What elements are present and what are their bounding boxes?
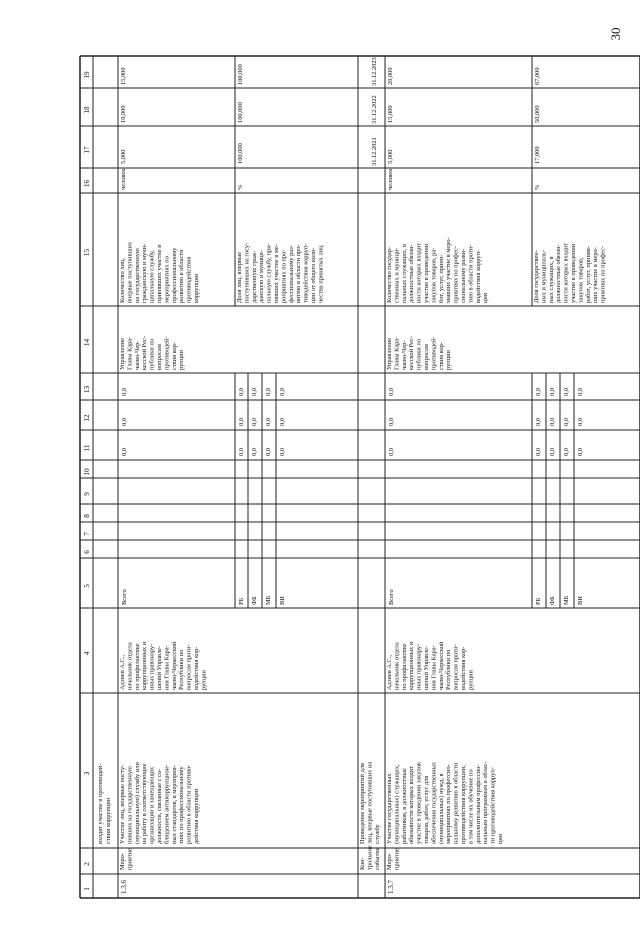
control-title: службу — [373, 824, 381, 844]
row-executor: кесской Рес- — [408, 335, 416, 370]
row-responsible: иных правонару- — [148, 643, 156, 690]
row-title: обеспечения государственных — [430, 761, 438, 844]
indicator-value: 100,000 — [237, 143, 244, 164]
column-number: 11 — [83, 444, 91, 452]
fin-label: Всего — [388, 589, 395, 605]
fin-value: 0,0 — [238, 418, 245, 426]
fin-value: 0,0 — [251, 388, 258, 396]
column-number: 8 — [83, 514, 91, 518]
row-responsible: коррупционных и — [141, 641, 149, 690]
column-number: 6 — [83, 550, 91, 554]
indicator-text: приятиях по профес- — [452, 245, 460, 303]
row-responsible: чаево-Черкесской — [437, 641, 445, 690]
row-id: 1.3.7 — [387, 880, 395, 894]
row-responsible: ния Главы Кара- — [430, 645, 438, 690]
row-responsible: Адзиев А.С., — [119, 654, 126, 690]
indicator-value: 15,000 — [387, 105, 394, 123]
row-title: пивших на государственную — [126, 766, 134, 844]
fin-value: 0,0 — [279, 448, 286, 456]
fin-value: 0,0 — [251, 448, 258, 456]
fin-label: МБ — [563, 595, 570, 605]
row-responsible: по профилактике — [400, 643, 408, 690]
indicator-text: пальных служащих, в — [400, 243, 408, 303]
row-title: Участие государственных — [386, 773, 393, 844]
fin-label: Всего — [121, 589, 128, 605]
control-type: трольное — [366, 845, 374, 870]
row-executor: Управление — [119, 337, 126, 370]
row-executor: Главы Кара- — [393, 336, 401, 370]
row-executor: противодей- — [430, 336, 438, 370]
fin-value: 0,0 — [577, 448, 584, 456]
row-executor: чаево-Чер- — [133, 340, 141, 370]
row-type: Меро- — [119, 853, 126, 870]
column-number: 4 — [83, 651, 91, 656]
carry-over-text: входят участие в противодей- — [97, 763, 104, 844]
row-title: мероприятиях по профессио- — [445, 764, 453, 844]
column-number: 2 — [83, 862, 91, 866]
indicator-text: роприятиях по про- — [280, 249, 288, 303]
fin-label: ФБ — [251, 596, 258, 605]
row-responsible: Республики по — [178, 649, 186, 690]
row-title: должности, связанные с со- — [156, 768, 163, 844]
row-title: участие в проведении закупок — [415, 761, 423, 844]
indicator-value: 50,000 — [534, 105, 541, 123]
indicator-text: ции от общего коли- — [310, 247, 317, 303]
indicator-text: участие в проведении — [570, 243, 577, 303]
indicator-text: впервые поступивших — [126, 241, 134, 303]
column-number: 12 — [83, 414, 91, 422]
indicator-text: на государственную — [133, 248, 141, 303]
indicator-text: сиональному разви- — [460, 248, 467, 303]
indicator-unit: % — [534, 184, 541, 190]
fin-value: 0,0 — [251, 418, 258, 426]
row-responsible: рупции — [467, 670, 475, 690]
row-executor: публики по — [415, 339, 423, 370]
column-number: 15 — [83, 248, 91, 257]
row-title: товаров, работ, услуг для — [423, 775, 430, 844]
indicator-value: 15,000 — [120, 67, 127, 85]
fin-value: 0,0 — [238, 448, 245, 456]
fin-value: 0,0 — [121, 448, 128, 456]
row-executor: кесской Рес- — [141, 335, 149, 370]
row-executor: ствия кор- — [170, 342, 178, 370]
fin-value: 0,0 — [563, 388, 570, 396]
indicator-text: принявших участие в — [156, 244, 163, 303]
indicator-text: дарственную граж- — [250, 250, 258, 303]
row-responsible: вопросам проти- — [452, 644, 460, 690]
row-responsible: ния Главы Кара- — [163, 645, 171, 690]
indicator-text: ции — [482, 292, 490, 303]
fin-label: МБ — [265, 595, 272, 605]
indicator-text: Количество государ- — [386, 246, 393, 303]
row-responsible: чаево-Черкесской — [170, 641, 178, 690]
row-executor: ствия кор- — [437, 342, 445, 370]
row-responsible: начальник отдела — [126, 642, 134, 690]
indicator-value: 20,000 — [387, 67, 394, 85]
row-title: ти противодействия корруп- — [489, 767, 497, 844]
column-number: 13 — [83, 385, 91, 394]
row-executor: Главы Кара- — [126, 336, 134, 370]
indicator-text: коррупции — [193, 273, 200, 303]
control-title: Проведение мероприятий для — [359, 763, 366, 844]
row-id: 1.3.6 — [120, 880, 128, 894]
indicator-text: противодействия — [185, 256, 193, 303]
indicator-text: Доля государствен- — [533, 250, 540, 303]
row-responsible: шений Управле- — [156, 645, 163, 690]
column-number: 9 — [83, 492, 91, 496]
row-title: организации и замещающих — [148, 766, 156, 844]
row-title: на работу в соответствующие — [141, 763, 149, 844]
indicator-text: тию в области проти- — [467, 244, 475, 303]
row-responsible: водействия кор- — [460, 646, 467, 690]
fin-value: 0,0 — [535, 388, 542, 396]
indicator-unit: % — [237, 184, 244, 190]
indicator-value: 67,000 — [534, 67, 541, 85]
row-title: действия коррупции — [193, 788, 200, 844]
fin-value: 0,0 — [388, 448, 395, 456]
row-title: нальному развитию в области — [452, 762, 460, 844]
indicator-text: бот, услуг, прини- — [437, 254, 445, 303]
row-title: работников, в должностные — [400, 768, 408, 844]
row-executor: противодей- — [163, 336, 171, 370]
row-responsible: начальник отдела — [393, 642, 401, 690]
fin-value: 0,0 — [279, 388, 286, 396]
control-date: 31.12.2021 — [371, 137, 378, 166]
fin-value: 0,0 — [535, 448, 542, 456]
indicator-text: поступивших на госу- — [243, 242, 251, 303]
fin-value: 0,0 — [265, 448, 272, 456]
column-number: 7 — [83, 532, 91, 536]
fin-label: ВИ — [577, 596, 584, 605]
row-executor: Управление — [386, 337, 393, 370]
fin-value: 0,0 — [265, 418, 272, 426]
row-executor: чаево-Чер- — [400, 340, 408, 370]
row-title: развитию в области противо- — [185, 764, 193, 844]
row-responsible: шений Управле- — [423, 645, 430, 690]
indicator-text: Количество лиц, — [119, 258, 126, 303]
control-type: событие — [373, 847, 381, 870]
indicator-text: гражданскую и муни- — [141, 243, 149, 303]
row-responsible: иных правонару- — [415, 643, 423, 690]
indicator-text: водействия корруп- — [474, 249, 482, 303]
indicator-text: тиводействия корруп- — [302, 243, 310, 303]
table-grid — [40, 28, 640, 933]
row-title: ных стандартов, в мероприя- — [170, 765, 178, 844]
fin-value: 0,0 — [388, 418, 395, 426]
indicator-unit: человек — [387, 168, 394, 190]
row-responsible: рупции — [200, 670, 208, 690]
fin-value: 0,0 — [563, 418, 570, 426]
fin-value: 0,0 — [577, 388, 584, 396]
indicator-text: мероприятиях по — [163, 256, 171, 303]
column-number: 16 — [83, 179, 91, 188]
indicator-text: ных служащих, в — [547, 256, 555, 303]
indicator-text: витию в области про- — [295, 244, 303, 303]
row-title: (муниципальную) службу или — [133, 762, 141, 844]
indicator-text: профессиональному — [170, 247, 178, 303]
fin-value: 0,0 — [535, 418, 542, 426]
fin-value: 0,0 — [121, 388, 128, 396]
row-executor: рупции — [445, 350, 453, 370]
indicator-text: должностные обязан- — [408, 244, 416, 303]
row-responsible: водействия кор- — [193, 646, 200, 690]
fin-value: 0,0 — [577, 418, 584, 426]
indicator-text: ных и муниципаль- — [540, 249, 548, 303]
fin-label: ВИ — [279, 596, 286, 605]
indicator-text: фессиональному раз- — [287, 245, 295, 303]
row-type: приятие — [393, 847, 401, 870]
row-title: ции — [497, 833, 504, 844]
column-number: 17 — [83, 146, 91, 154]
row-title: нальным программам в облас- — [482, 761, 490, 844]
indicator-text: ципальную службу, — [148, 250, 156, 303]
fin-value: 0,0 — [549, 388, 556, 396]
indicator-value: 5,000 — [120, 149, 127, 164]
fin-value: 0,0 — [279, 418, 286, 426]
row-title: противодействия коррупции, — [460, 765, 467, 844]
page-number: 30 — [608, 27, 623, 41]
column-number: 14 — [83, 338, 91, 347]
row-responsible: по профилактике — [133, 643, 141, 690]
row-title: Участие лиц, впервые посту- — [119, 764, 126, 844]
indicator-unit: человек — [120, 168, 127, 190]
control-title: лиц, впервые поступивших на — [366, 761, 374, 844]
control-date: 31.12.2023 — [371, 57, 378, 86]
carry-over-text: ствии коррупции — [105, 797, 112, 844]
row-executor: рупции — [178, 350, 186, 370]
indicator-text: чества принятых лиц — [317, 245, 325, 303]
control-date: 31.12.2022 — [371, 95, 378, 124]
row-title: (муниципальных) служащих, — [393, 764, 401, 844]
row-responsible: Республики по — [445, 649, 453, 690]
row-type: Меро- — [386, 853, 393, 870]
column-number: 18 — [83, 106, 91, 114]
indicator-text: приятиях по профес- — [599, 245, 607, 303]
row-executor: вопросам — [423, 344, 430, 370]
indicator-text: данскую и муници- — [258, 249, 266, 303]
indicator-text: ственных и муници- — [393, 247, 401, 303]
fin-value: 0,0 — [563, 448, 570, 456]
fin-value: 0,0 — [121, 418, 128, 426]
control-type: Кон- — [359, 857, 366, 870]
row-executor: вопросам — [156, 344, 163, 370]
fin-value: 0,0 — [549, 418, 556, 426]
column-number: 3 — [83, 771, 91, 776]
row-type: приятие — [126, 847, 134, 870]
indicator-text: нявших участие в ме- — [273, 244, 280, 303]
indicator-text: развитию в области — [178, 249, 186, 303]
row-responsible: Адзиев А.С., — [386, 654, 393, 690]
row-title: блюдением антикоррупцион- — [163, 764, 171, 844]
indicator-value: 10,000 — [120, 105, 127, 123]
row-title: (муниципальных) нужд, в — [437, 773, 445, 844]
indicator-text: мавших участие в меро- — [445, 237, 453, 303]
indicator-value: 100,000 — [237, 102, 244, 123]
fin-value: 0,0 — [388, 388, 395, 396]
fin-label: ФБ — [549, 596, 556, 605]
fin-value: 0,0 — [549, 448, 556, 456]
indicator-value: 100,000 — [237, 64, 244, 85]
fin-label: РБ — [238, 597, 245, 605]
indicator-text: работ, услуг, приняв- — [584, 246, 592, 303]
row-responsible: вопросам проти- — [185, 644, 193, 690]
fin-value: 0,0 — [238, 388, 245, 396]
row-title: тиях по профессиональному — [178, 766, 186, 844]
row-title: обязанности которых входит — [408, 766, 416, 844]
column-number: 1 — [83, 887, 91, 891]
indicator-text: закупок товаров, ра- — [430, 247, 438, 303]
column-number: 19 — [83, 71, 91, 79]
indicator-text: Доля лиц, впервые — [236, 251, 243, 303]
rotated-table — [40, 28, 607, 894]
column-number: 5 — [83, 584, 91, 588]
indicator-text: участие в проведении — [423, 243, 430, 303]
row-title: дополнительным профессио- — [474, 764, 482, 844]
indicator-value: 17,000 — [534, 146, 541, 164]
column-number: 10 — [83, 468, 91, 476]
indicator-text: пальную службу, при- — [265, 243, 273, 303]
fin-label: РБ — [535, 597, 542, 605]
indicator-text: ших участие в меро- — [592, 247, 600, 303]
row-title: в том числе их обучение по — [467, 769, 475, 844]
indicator-text: закупок товаров, — [577, 257, 585, 303]
indicator-text: ности которых входит — [562, 243, 570, 303]
indicator-text: ности которых входит — [415, 243, 423, 303]
row-executor: публики по — [148, 339, 156, 370]
indicator-value: 5,000 — [387, 149, 394, 164]
row-responsible: коррупционных и — [408, 641, 416, 690]
fin-value: 0,0 — [265, 388, 272, 396]
indicator-text: должностные обязан- — [555, 244, 563, 303]
